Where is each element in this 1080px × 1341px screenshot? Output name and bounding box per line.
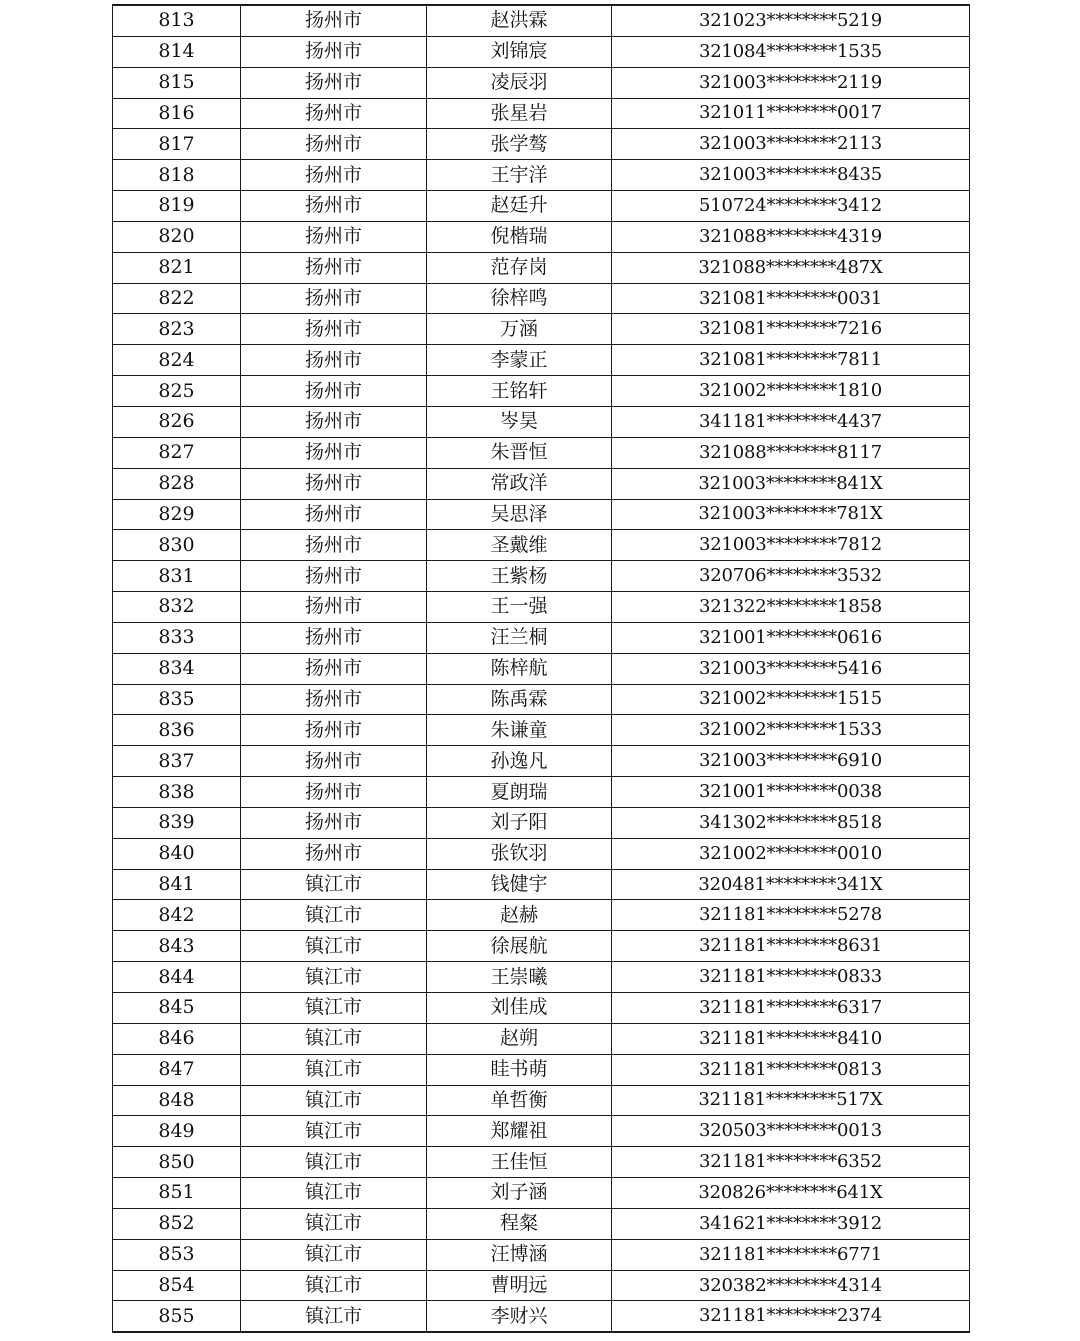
- serial-number-cell: 842: [113, 900, 241, 931]
- person-name-cell: 夏朗瑞: [427, 777, 612, 808]
- table-row: [113, 746, 970, 777]
- person-name-cell: 万涵: [427, 314, 612, 345]
- table-row: [113, 869, 970, 900]
- id-number-cell: 321002********1515: [612, 684, 970, 715]
- serial-number-cell: 814: [113, 36, 241, 67]
- city-cell: 镇江市: [241, 1085, 427, 1116]
- table-row: [113, 715, 970, 746]
- id-number-cell: 321081********7811: [612, 345, 970, 376]
- person-name-cell: 刘子阳: [427, 807, 612, 838]
- id-number-cell: 321003********7812: [612, 530, 970, 561]
- id-number-cell: 321002********1533: [612, 715, 970, 746]
- serial-number-cell: 850: [113, 1147, 241, 1178]
- serial-number-cell: 817: [113, 129, 241, 160]
- roster-table-body: [113, 5, 970, 1332]
- serial-number-cell: 831: [113, 561, 241, 592]
- serial-number-cell: 839: [113, 807, 241, 838]
- table-row: [113, 962, 970, 993]
- id-number-cell: 321181********5278: [612, 900, 970, 931]
- table-row: [113, 283, 970, 314]
- id-number-cell: 321181********0833: [612, 962, 970, 993]
- city-cell: 镇江市: [241, 931, 427, 962]
- serial-number-cell: 827: [113, 437, 241, 468]
- city-cell: 扬州市: [241, 777, 427, 808]
- person-name-cell: 陈梓航: [427, 653, 612, 684]
- table-row: [113, 900, 970, 931]
- person-name-cell: 张钦羽: [427, 838, 612, 869]
- person-name-cell: 曹明远: [427, 1270, 612, 1301]
- serial-number-cell: 828: [113, 468, 241, 499]
- person-name-cell: 王紫杨: [427, 561, 612, 592]
- serial-number-cell: 819: [113, 191, 241, 222]
- serial-number-cell: 845: [113, 993, 241, 1024]
- id-number-cell: 321003********2119: [612, 67, 970, 98]
- serial-number-cell: 815: [113, 67, 241, 98]
- table-row: [113, 499, 970, 530]
- person-name-cell: 程粲: [427, 1208, 612, 1239]
- table-row: [113, 1085, 970, 1116]
- id-number-cell: 341302********8518: [612, 807, 970, 838]
- city-cell: 镇江市: [241, 900, 427, 931]
- person-name-cell: 王崇曦: [427, 962, 612, 993]
- serial-number-cell: 841: [113, 869, 241, 900]
- serial-number-cell: 847: [113, 1054, 241, 1085]
- city-cell: 扬州市: [241, 160, 427, 191]
- serial-number-cell: 825: [113, 376, 241, 407]
- id-number-cell: 320382********4314: [612, 1270, 970, 1301]
- person-name-cell: 刘锦宸: [427, 36, 612, 67]
- city-cell: 镇江市: [241, 1023, 427, 1054]
- table-row: [113, 314, 970, 345]
- city-cell: 扬州市: [241, 283, 427, 314]
- id-number-cell: 321181********8410: [612, 1023, 970, 1054]
- city-cell: 扬州市: [241, 376, 427, 407]
- id-number-cell: 320826********641X: [612, 1178, 970, 1209]
- table-row: [113, 437, 970, 468]
- id-number-cell: 321003********2113: [612, 129, 970, 160]
- city-cell: 扬州市: [241, 36, 427, 67]
- id-number-cell: 321003********8435: [612, 160, 970, 191]
- id-number-cell: 321003********841X: [612, 468, 970, 499]
- table-row: [113, 5, 970, 36]
- id-number-cell: 321181********6317: [612, 993, 970, 1024]
- serial-number-cell: 821: [113, 252, 241, 283]
- person-name-cell: 张星岩: [427, 98, 612, 129]
- table-row: [113, 1116, 970, 1147]
- city-cell: 扬州市: [241, 98, 427, 129]
- table-row: [113, 36, 970, 67]
- city-cell: 扬州市: [241, 221, 427, 252]
- city-cell: 扬州市: [241, 561, 427, 592]
- table-row: [113, 1270, 970, 1301]
- city-cell: 扬州市: [241, 715, 427, 746]
- person-name-cell: 刘子涵: [427, 1178, 612, 1209]
- city-cell: 扬州市: [241, 653, 427, 684]
- serial-number-cell: 836: [113, 715, 241, 746]
- id-number-cell: 321003********6910: [612, 746, 970, 777]
- table-row: [113, 252, 970, 283]
- id-number-cell: 320481********341X: [612, 869, 970, 900]
- table-row: [113, 931, 970, 962]
- person-name-cell: 王宇洋: [427, 160, 612, 191]
- table-row: [113, 1023, 970, 1054]
- person-name-cell: 赵洪霖: [427, 5, 612, 36]
- id-number-cell: 321001********0616: [612, 622, 970, 653]
- table-row: [113, 530, 970, 561]
- table-row: [113, 345, 970, 376]
- city-cell: 镇江市: [241, 1301, 427, 1332]
- person-name-cell: 徐展航: [427, 931, 612, 962]
- id-number-cell: 321011********0017: [612, 98, 970, 129]
- city-cell: 扬州市: [241, 345, 427, 376]
- city-cell: 扬州市: [241, 252, 427, 283]
- id-number-cell: 321081********7216: [612, 314, 970, 345]
- city-cell: 扬州市: [241, 468, 427, 499]
- serial-number-cell: 830: [113, 530, 241, 561]
- serial-number-cell: 824: [113, 345, 241, 376]
- table-row: [113, 98, 970, 129]
- table-row: [113, 807, 970, 838]
- table-row: [113, 622, 970, 653]
- city-cell: 扬州市: [241, 530, 427, 561]
- id-number-cell: 320706********3532: [612, 561, 970, 592]
- serial-number-cell: 844: [113, 962, 241, 993]
- serial-number-cell: 822: [113, 283, 241, 314]
- person-name-cell: 汪兰桐: [427, 622, 612, 653]
- city-cell: 扬州市: [241, 622, 427, 653]
- person-name-cell: 王铭轩: [427, 376, 612, 407]
- table-row: [113, 1239, 970, 1270]
- person-name-cell: 王一强: [427, 592, 612, 623]
- id-number-cell: 321181********2374: [612, 1301, 970, 1332]
- person-name-cell: 徐梓鸣: [427, 283, 612, 314]
- table-row: [113, 1178, 970, 1209]
- serial-number-cell: 813: [113, 5, 241, 36]
- person-name-cell: 圣戴维: [427, 530, 612, 561]
- city-cell: 扬州市: [241, 314, 427, 345]
- table-row: [113, 838, 970, 869]
- serial-number-cell: 829: [113, 499, 241, 530]
- table-row: [113, 221, 970, 252]
- person-name-cell: 孙逸凡: [427, 746, 612, 777]
- table-row: [113, 993, 970, 1024]
- id-number-cell: 321088********8117: [612, 437, 970, 468]
- id-number-cell: 321088********487X: [612, 252, 970, 283]
- person-name-cell: 倪楷瑞: [427, 221, 612, 252]
- city-cell: 镇江市: [241, 1147, 427, 1178]
- city-cell: 扬州市: [241, 437, 427, 468]
- city-cell: 扬州市: [241, 746, 427, 777]
- person-name-cell: 张学骜: [427, 129, 612, 160]
- person-name-cell: 岑昊: [427, 406, 612, 437]
- id-number-cell: 321002********0010: [612, 838, 970, 869]
- city-cell: 镇江市: [241, 1116, 427, 1147]
- serial-number-cell: 852: [113, 1208, 241, 1239]
- id-number-cell: 321181********8631: [612, 931, 970, 962]
- person-name-cell: 李蒙正: [427, 345, 612, 376]
- city-cell: 镇江市: [241, 869, 427, 900]
- person-name-cell: 范存岗: [427, 252, 612, 283]
- serial-number-cell: 833: [113, 622, 241, 653]
- serial-number-cell: 832: [113, 592, 241, 623]
- roster-table: [112, 4, 970, 1333]
- table-row: [113, 129, 970, 160]
- person-name-cell: 赵朔: [427, 1023, 612, 1054]
- serial-number-cell: 843: [113, 931, 241, 962]
- id-number-cell: 321322********1858: [612, 592, 970, 623]
- table-row: [113, 592, 970, 623]
- id-number-cell: 321084********1535: [612, 36, 970, 67]
- id-number-cell: 341621********3912: [612, 1208, 970, 1239]
- person-name-cell: 郑耀祖: [427, 1116, 612, 1147]
- id-number-cell: 321181********6352: [612, 1147, 970, 1178]
- serial-number-cell: 854: [113, 1270, 241, 1301]
- table-row: [113, 67, 970, 98]
- id-number-cell: 321088********4319: [612, 221, 970, 252]
- person-name-cell: 眭书萌: [427, 1054, 612, 1085]
- city-cell: 扬州市: [241, 684, 427, 715]
- id-number-cell: 321181********517X: [612, 1085, 970, 1116]
- person-name-cell: 钱健宇: [427, 869, 612, 900]
- table-row: [113, 406, 970, 437]
- serial-number-cell: 838: [113, 777, 241, 808]
- city-cell: 扬州市: [241, 67, 427, 98]
- person-name-cell: 吴思泽: [427, 499, 612, 530]
- id-number-cell: 321002********1810: [612, 376, 970, 407]
- person-name-cell: 朱谦童: [427, 715, 612, 746]
- city-cell: 镇江市: [241, 1208, 427, 1239]
- id-number-cell: 321003********781X: [612, 499, 970, 530]
- person-name-cell: 常政洋: [427, 468, 612, 499]
- table-row: [113, 1301, 970, 1332]
- person-name-cell: 赵赫: [427, 900, 612, 931]
- person-name-cell: 赵廷升: [427, 191, 612, 222]
- id-number-cell: 321001********0038: [612, 777, 970, 808]
- serial-number-cell: 840: [113, 838, 241, 869]
- serial-number-cell: 820: [113, 221, 241, 252]
- id-number-cell: 321181********6771: [612, 1239, 970, 1270]
- city-cell: 扬州市: [241, 191, 427, 222]
- table-row: [113, 468, 970, 499]
- serial-number-cell: 835: [113, 684, 241, 715]
- serial-number-cell: 837: [113, 746, 241, 777]
- city-cell: 扬州市: [241, 807, 427, 838]
- person-name-cell: 陈禹霖: [427, 684, 612, 715]
- id-number-cell: 510724********3412: [612, 191, 970, 222]
- city-cell: 镇江市: [241, 962, 427, 993]
- serial-number-cell: 818: [113, 160, 241, 191]
- serial-number-cell: 816: [113, 98, 241, 129]
- table-row: [113, 653, 970, 684]
- city-cell: 扬州市: [241, 838, 427, 869]
- table-row: [113, 1208, 970, 1239]
- table-row: [113, 561, 970, 592]
- city-cell: 扬州市: [241, 129, 427, 160]
- city-cell: 镇江市: [241, 1178, 427, 1209]
- id-number-cell: 321003********5416: [612, 653, 970, 684]
- table-row: [113, 1147, 970, 1178]
- table-row: [113, 191, 970, 222]
- city-cell: 镇江市: [241, 993, 427, 1024]
- id-number-cell: 320503********0013: [612, 1116, 970, 1147]
- table-row: [113, 777, 970, 808]
- roster-table-container: [112, 4, 967, 1333]
- city-cell: 镇江市: [241, 1054, 427, 1085]
- person-name-cell: 朱晋恒: [427, 437, 612, 468]
- table-row: [113, 160, 970, 191]
- person-name-cell: 凌辰羽: [427, 67, 612, 98]
- id-number-cell: 321023********5219: [612, 5, 970, 36]
- city-cell: 镇江市: [241, 1270, 427, 1301]
- serial-number-cell: 848: [113, 1085, 241, 1116]
- id-number-cell: 321181********0813: [612, 1054, 970, 1085]
- person-name-cell: 刘佳成: [427, 993, 612, 1024]
- city-cell: 扬州市: [241, 592, 427, 623]
- city-cell: 扬州市: [241, 5, 427, 36]
- city-cell: 扬州市: [241, 499, 427, 530]
- serial-number-cell: 849: [113, 1116, 241, 1147]
- person-name-cell: 汪博涵: [427, 1239, 612, 1270]
- serial-number-cell: 851: [113, 1178, 241, 1209]
- city-cell: 扬州市: [241, 406, 427, 437]
- serial-number-cell: 853: [113, 1239, 241, 1270]
- person-name-cell: 李财兴: [427, 1301, 612, 1332]
- city-cell: 镇江市: [241, 1239, 427, 1270]
- serial-number-cell: 855: [113, 1301, 241, 1332]
- serial-number-cell: 846: [113, 1023, 241, 1054]
- id-number-cell: 321081********0031: [612, 283, 970, 314]
- person-name-cell: 王佳恒: [427, 1147, 612, 1178]
- id-number-cell: 341181********4437: [612, 406, 970, 437]
- serial-number-cell: 823: [113, 314, 241, 345]
- person-name-cell: 单哲衡: [427, 1085, 612, 1116]
- table-row: [113, 376, 970, 407]
- serial-number-cell: 826: [113, 406, 241, 437]
- table-row: [113, 684, 970, 715]
- table-row: [113, 1054, 970, 1085]
- serial-number-cell: 834: [113, 653, 241, 684]
